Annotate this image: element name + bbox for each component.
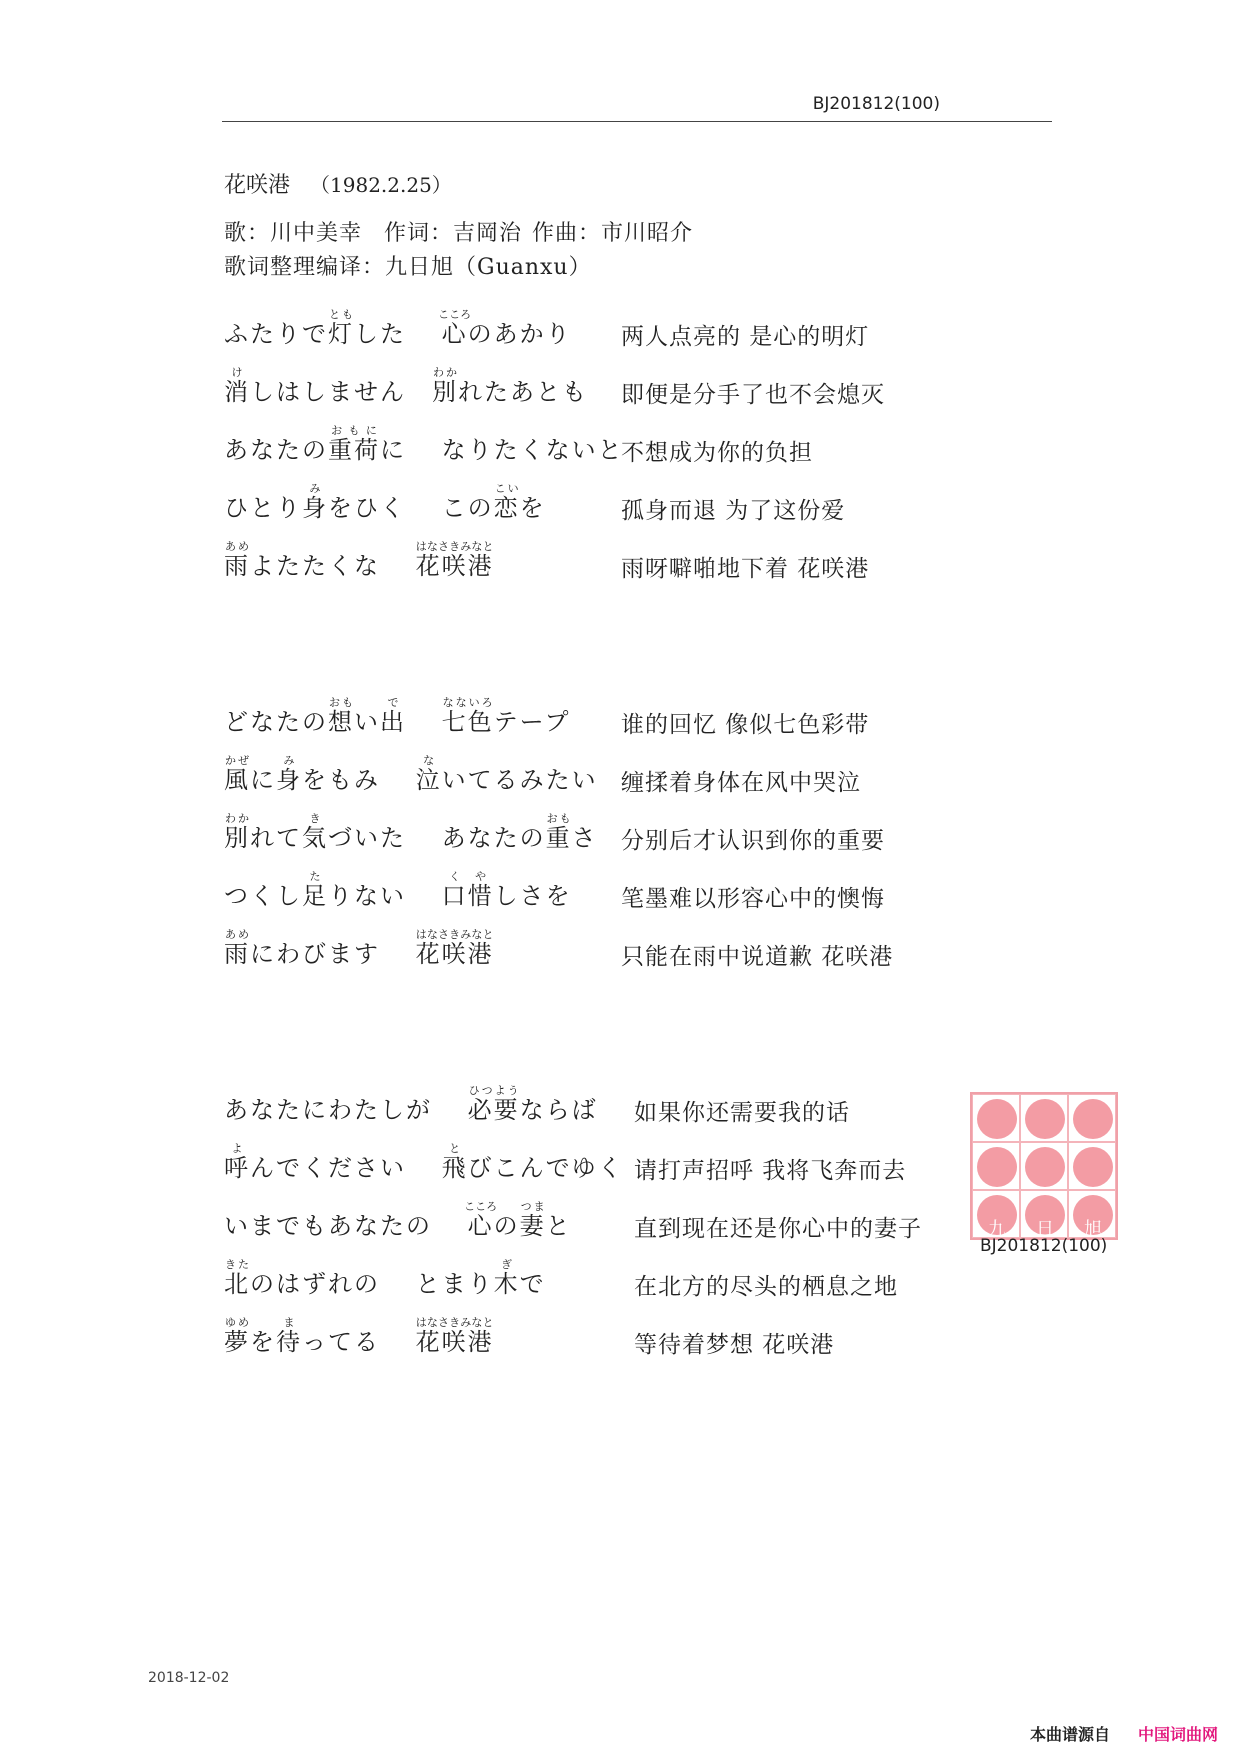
ruby-word: 想おも xyxy=(328,696,354,736)
header-rule xyxy=(222,121,1052,122)
japanese-lyric: いまでもあなたの 心こころの妻つまと xyxy=(224,1200,572,1240)
seal-grid xyxy=(972,1094,1116,1238)
seal-stamp xyxy=(970,1092,1118,1240)
ruby-word: 泣な xyxy=(415,754,442,794)
furigana: あめ xyxy=(224,540,250,553)
japanese-lyric: 風かぜに身みをもみ 泣ないてるみたい xyxy=(224,754,598,794)
song-title-line xyxy=(224,168,452,199)
furigana: おも xyxy=(545,812,572,825)
chinese-translation: 请打声招呼 我将飞奔而去 xyxy=(634,1158,907,1184)
seal-cell xyxy=(972,1142,1020,1190)
furigana: きた xyxy=(224,1258,250,1271)
japanese-lyric: 北きたのはずれの とまり木ぎで xyxy=(224,1258,546,1298)
ruby-word: 雨あめ xyxy=(224,540,250,580)
seal-cell xyxy=(1020,1094,1068,1142)
japanese-lyric: あなたにわたしが 必要ひつようならば xyxy=(224,1084,598,1124)
furigana: こころ xyxy=(464,1200,498,1213)
ruby-word: 呼よ xyxy=(224,1142,250,1182)
seal-dot xyxy=(1025,1099,1065,1139)
lyricist-credit: 作词：吉岡治 xyxy=(384,221,523,246)
japanese-lyric: 呼よんでください 飛とびこんでゆく xyxy=(224,1142,624,1182)
ruby-word: 飛と xyxy=(441,1142,468,1182)
ruby-word: 別わか xyxy=(432,366,458,406)
japanese-lyric: 雨あめよたたくな 花咲港はなさきみなと xyxy=(224,540,494,580)
furigana: はなさきみなと xyxy=(415,1316,494,1329)
furigana: ゆめ xyxy=(224,1316,250,1329)
japanese-lyric: ふたりで灯ともした 心こころのあかり xyxy=(224,308,572,348)
japanese-lyric: 雨あめにわびます 花咲港はなさきみなと xyxy=(224,928,494,968)
seal-dot xyxy=(977,1147,1017,1187)
furigana: み xyxy=(302,482,328,495)
furigana: つま xyxy=(519,1200,546,1213)
furigana: き xyxy=(302,812,328,825)
ruby-word: 恋こい xyxy=(493,482,520,522)
furigana: おもに xyxy=(328,424,380,437)
seal-cell xyxy=(1020,1190,1068,1238)
lyric-line xyxy=(224,870,1024,910)
footer-site-link[interactable]: 中国词曲网 xyxy=(1138,1725,1219,1744)
footer-source: 本曲谱源自 xyxy=(1030,1725,1111,1744)
furigana: わか xyxy=(432,366,458,379)
japanese-lyric: 別わかれて気きづいた あなたの重おもさ xyxy=(224,812,598,852)
chinese-translation: 笔墨难以形容心中的懊悔 xyxy=(621,886,885,912)
lyric-line xyxy=(224,1200,1024,1240)
japanese-lyric: どなたの想おもい出で 七色なないろテープ xyxy=(224,696,571,736)
lyric-line xyxy=(224,812,1024,852)
seal-character: 日 xyxy=(1036,1219,1054,1240)
seal-cell xyxy=(1068,1142,1116,1190)
chinese-translation: 谁的回忆 像似七色彩带 xyxy=(621,712,870,738)
seal-code: BJ201812(100) xyxy=(980,1236,1108,1256)
ruby-word: 雨あめ xyxy=(224,928,250,968)
chinese-translation: 分别后才认识到你的重要 xyxy=(621,828,885,854)
furigana: な xyxy=(415,754,442,767)
furigana: かぜ xyxy=(224,754,250,767)
furigana: なないろ xyxy=(441,696,494,709)
ruby-word: 待ま xyxy=(276,1316,302,1356)
seal-dot xyxy=(1025,1147,1065,1187)
seal-cell xyxy=(1068,1190,1116,1238)
furigana: た xyxy=(302,870,328,883)
japanese-lyric: あなたの重荷おもにに なりたくないと xyxy=(224,424,624,464)
ruby-word: 花咲港はなさきみなと xyxy=(415,928,494,968)
ruby-word: 心こころ xyxy=(464,1200,498,1240)
lyric-line xyxy=(224,696,1024,736)
furigana: と xyxy=(441,1142,468,1155)
furigana: こい xyxy=(493,482,520,495)
lyric-line xyxy=(224,1316,1024,1356)
ruby-word: 灯とも xyxy=(328,308,354,348)
japanese-lyric: つくし足たりない 口惜くやしさを xyxy=(224,870,572,910)
lyric-line xyxy=(224,1258,1024,1298)
ruby-word: 風かぜ xyxy=(224,754,250,794)
furigana: ひつよう xyxy=(467,1084,520,1097)
lyric-line xyxy=(224,1142,1024,1182)
chinese-translation: 等待着梦想 花咲港 xyxy=(634,1332,835,1358)
japanese-lyric: ひとり身みをひく この恋こいを xyxy=(224,482,546,522)
furigana: ま xyxy=(276,1316,302,1329)
ruby-word: 出で xyxy=(380,696,406,736)
furigana: よ xyxy=(224,1142,250,1155)
lyric-line xyxy=(224,424,1024,464)
song-date: （1982.2.25） xyxy=(310,173,452,197)
chinese-translation: 缠揉着身体在风中哭泣 xyxy=(621,770,861,796)
composer-credit: 作曲：市川昭介 xyxy=(532,221,694,246)
ruby-word: 重おも xyxy=(545,812,572,852)
ruby-word: 足た xyxy=(302,870,328,910)
ruby-word: 口惜くや xyxy=(441,870,494,910)
chinese-translation: 如果你还需要我的话 xyxy=(634,1100,850,1126)
ruby-word: 妻つま xyxy=(519,1200,546,1240)
ruby-word: 北きた xyxy=(224,1258,250,1298)
ruby-word: 夢ゆめ xyxy=(224,1316,250,1356)
credits-line-1 xyxy=(224,216,693,247)
furigana: み xyxy=(276,754,302,767)
furigana: おも xyxy=(328,696,354,709)
japanese-lyric: 夢ゆめを待まってる 花咲港はなさきみなと xyxy=(224,1316,494,1356)
seal-character: 旭 xyxy=(1084,1219,1102,1240)
furigana: ぎ xyxy=(493,1258,520,1271)
chinese-translation: 不想成为你的负担 xyxy=(621,440,813,466)
seal-dot xyxy=(1073,1147,1113,1187)
ruby-word: 花咲港はなさきみなと xyxy=(415,1316,494,1356)
lyric-line xyxy=(224,928,1024,968)
lyric-line xyxy=(224,366,1024,406)
ruby-word: 七色なないろ xyxy=(441,696,494,736)
furigana: こころ xyxy=(438,308,472,321)
chinese-translation: 在北方的尽头的栖息之地 xyxy=(634,1274,898,1300)
ruby-word: 身み xyxy=(302,482,328,522)
furigana: とも xyxy=(328,308,354,321)
chinese-translation: 两人点亮的 是心的明灯 xyxy=(621,324,870,350)
singer-credit: 歌：川中美幸 xyxy=(224,221,363,246)
chinese-translation: 孤身而退 为了这份爱 xyxy=(621,498,846,524)
ruby-word: 消け xyxy=(224,366,250,406)
chinese-translation: 直到现在还是你心中的妻子 xyxy=(634,1216,922,1242)
ruby-word: 心こころ xyxy=(438,308,472,348)
lyric-line xyxy=(224,308,1024,348)
ruby-word: 必要ひつよう xyxy=(467,1084,520,1124)
seal-cell xyxy=(972,1094,1020,1142)
seal-dot xyxy=(977,1099,1017,1139)
seal-cell xyxy=(1020,1142,1068,1190)
japanese-lyric: 消けしはしません 別わかれたあとも xyxy=(224,366,588,406)
seal-dot xyxy=(1073,1099,1113,1139)
seal-cell xyxy=(1068,1094,1116,1142)
ruby-word: 重荷おもに xyxy=(328,424,380,464)
seal-character: 九 xyxy=(988,1219,1006,1240)
ruby-word: 気き xyxy=(302,812,328,852)
doc-code: BJ201812(100) xyxy=(812,94,940,114)
ruby-word: 木ぎ xyxy=(493,1258,520,1298)
lyric-line xyxy=(224,540,1024,580)
lyric-line xyxy=(224,754,1024,794)
song-title: 花咲港 xyxy=(224,173,291,198)
furigana: くや xyxy=(441,870,494,883)
chinese-translation: 即便是分手了也不会熄灭 xyxy=(621,382,885,408)
ruby-word: 別わか xyxy=(224,812,250,852)
credits-line-2: 歌词整理编译：九日旭（Guanxu） xyxy=(224,255,592,280)
furigana: あめ xyxy=(224,928,250,941)
furigana: はなさきみなと xyxy=(415,540,494,553)
furigana: で xyxy=(380,696,406,709)
footer-date: 2018-12-02 xyxy=(148,1670,230,1686)
chinese-translation: 只能在雨中说道歉 花咲港 xyxy=(621,944,894,970)
furigana: わか xyxy=(224,812,250,825)
furigana: け xyxy=(224,366,250,379)
chinese-translation: 雨呀噼啪地下着 花咲港 xyxy=(621,556,870,582)
seal-cell xyxy=(972,1190,1020,1238)
furigana: はなさきみなと xyxy=(415,928,494,941)
ruby-word: 花咲港はなさきみなと xyxy=(415,540,494,580)
lyric-line xyxy=(224,482,1024,522)
ruby-word: 身み xyxy=(276,754,302,794)
lyric-line xyxy=(224,1084,1024,1124)
